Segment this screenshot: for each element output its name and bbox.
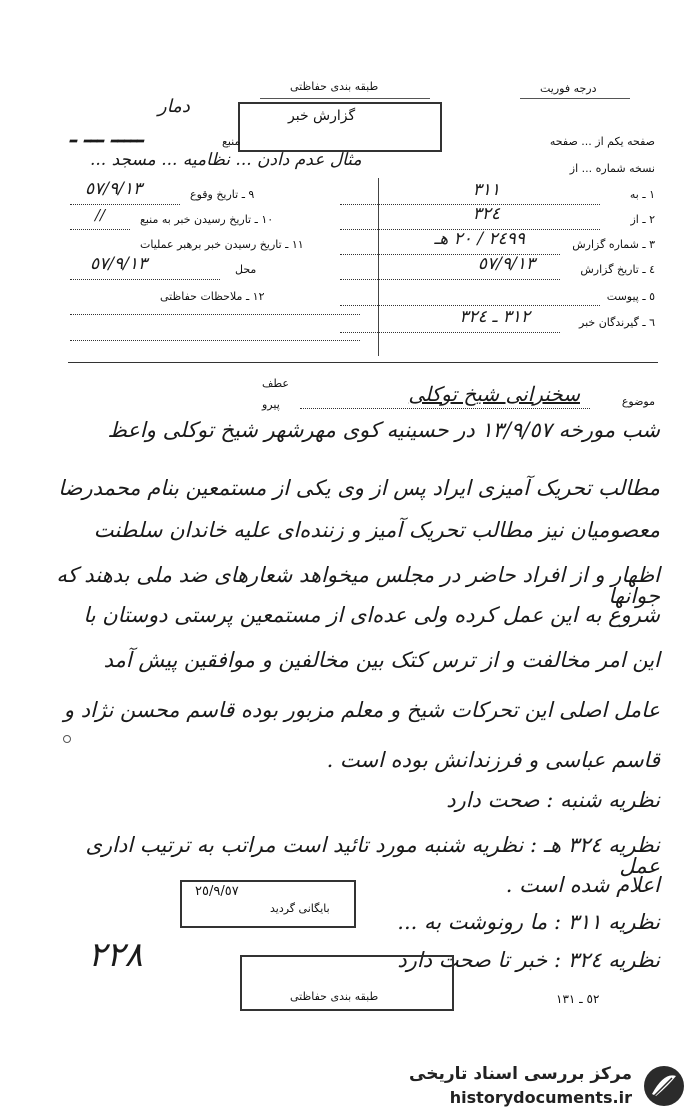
handwritten-header-line: مثال عدم دادن ... نظامیه ... مسجد ... xyxy=(90,150,362,170)
field-security-notes-label: ١٢ ـ ملاحظات حفاظتی xyxy=(160,290,265,303)
body-line-2: مطالب تحریک آمیزی ایراد پس از وی یکی از مستمعین بنام محمدرضا xyxy=(58,476,660,500)
field-report-date-label: ٤ ـ تاریخ گزارش xyxy=(580,263,655,276)
body-line-9: نظریه شنبه : صحت دارد xyxy=(446,788,660,812)
body-line-1: شب مورخه ١٣/٩/٥٧ در حسینیه کوی مهرشهر شیخ توکلی واعظ xyxy=(107,418,660,442)
field-recipients-dots xyxy=(340,332,560,333)
field-source-receipt-dots xyxy=(70,229,130,230)
watermark-fa: مرکز بررسی اسناد تاریخی xyxy=(409,1064,632,1084)
archive-number: ٢٢٨ xyxy=(88,935,143,975)
field-recipients-label: ٦ ـ گیرندگان خبر xyxy=(579,316,655,329)
field-source-receipt-label: ١٠ ـ تاریخ رسیدن خبر به منبع xyxy=(140,213,274,226)
field-location-value: ٥٧/٩/١٣ xyxy=(90,254,148,274)
field-ops-receipt-label: ١١ ـ تاریخ رسیدن خبر برهبر عملیات xyxy=(140,238,304,251)
margin-hole-mark xyxy=(63,735,71,743)
field-report-date-value: ٥٧/٩/١٣ xyxy=(477,254,535,274)
subject-label: موضوع xyxy=(621,395,655,408)
handwritten-header-scribble: ـــــ ـــ ـ xyxy=(70,122,144,148)
field-page-label: صفحه یکم از ... صفحه xyxy=(549,135,655,148)
form-code: ٥٢ ـ ١٣١ xyxy=(556,992,600,1006)
body-line-8: قاسم عباسی و فرزندانش بوده است . xyxy=(326,748,660,772)
archive-stamp-date: ٢٥/٩/٥٧ xyxy=(195,884,239,899)
body-line-5: شروع به این عمل کرده ولی عده‌ای از مستمعین پرستی دوستان با xyxy=(83,603,660,627)
subject-value: سخنرانی شیخ توکلی xyxy=(408,382,580,406)
field-occurrence-date-value: ٥٧/٩/١٣ xyxy=(85,179,143,199)
classification-underline xyxy=(260,98,430,99)
body-line-7: عامل اصلی این تحرکات شیخ و معلم مزبور بوده قاسم محسن نژاد و xyxy=(63,698,660,722)
header-separator xyxy=(68,362,658,363)
field-location-label: محل xyxy=(235,263,257,276)
classification-top: طبقه بندی حفاظتی xyxy=(290,80,379,93)
archive-stamp-text: بایگانی گردید xyxy=(270,902,330,915)
field-report-date-dots xyxy=(340,279,560,280)
field-to-value: ٣١١ xyxy=(472,180,500,200)
body-line-3: معصومیان نیز مطالب تحریک آمیز و زننده‌ای علیه خاندان سلطنت xyxy=(93,518,660,542)
body-line-10: نظریه ٣٢٤ هـ : نظریه شنبه مورد تائید است مراتب به ترتیب اداری عمل xyxy=(85,833,660,878)
field-location-dots xyxy=(70,279,220,280)
field-source-label: منبع xyxy=(222,135,241,148)
column-divider xyxy=(378,178,379,356)
field-recipients-value: ٣١٢ ـ ٣٢٤ xyxy=(459,307,530,327)
field-report-number-value: ٢٤٩٩ / ٢٠ هـ xyxy=(434,229,525,249)
book-feather-logo-icon xyxy=(642,1064,686,1108)
body-line-13: نظریه ٣٢٤ : خبر تا صحت دارد xyxy=(397,948,660,972)
field-occurrence-dots xyxy=(70,204,180,205)
watermark-en: historydocuments.ir xyxy=(449,1088,632,1107)
body-line-6: این امر مخالفت و از ترس کتک بین مخالفین و موافقین پیش آمد xyxy=(103,648,660,672)
field-occurrence-date-label: ٩ ـ تاریخ وقوع xyxy=(190,188,255,201)
field-security-notes-dots-1 xyxy=(70,314,360,315)
watermark xyxy=(360,1060,690,1115)
field-copy-label: نسخه‌ شماره ... از xyxy=(569,162,655,175)
urgency-label: درجه فوریت xyxy=(540,82,597,95)
body-line-4: اظهار و از افراد حاضر در مجلس میخواهد شعارهای ضد ملی بدهند که جوانها xyxy=(56,563,660,608)
field-source-receipt-value: // xyxy=(95,206,106,224)
handwritten-corner-mark: دمار xyxy=(158,96,190,117)
subject-dots xyxy=(300,408,590,409)
report-title: گزارش خبر xyxy=(288,108,356,124)
atf-label: عطف xyxy=(262,377,289,390)
body-line-11: اعلام شده است . xyxy=(505,873,660,897)
field-from-value: ٣٢٤ xyxy=(472,204,500,224)
classification-bottom: طبقه بندی حفاظتی xyxy=(290,990,379,1003)
field-to-dots xyxy=(340,204,600,205)
field-report-number-label: ٣ ـ شماره گزارش xyxy=(572,238,655,251)
urgency-underline xyxy=(520,98,630,99)
body-line-12: نظریه ٣١١ : ما رونوشت به ... xyxy=(397,910,660,934)
field-attachment-label: ٥ ـ پیوست xyxy=(606,290,655,303)
peyro-label: پیرو xyxy=(262,398,280,411)
field-attachment-dots xyxy=(340,305,600,306)
field-security-notes-dots-2 xyxy=(70,340,360,341)
field-from-label: ٢ ـ از xyxy=(630,213,655,226)
field-to-label: ١ ـ به xyxy=(629,188,655,201)
